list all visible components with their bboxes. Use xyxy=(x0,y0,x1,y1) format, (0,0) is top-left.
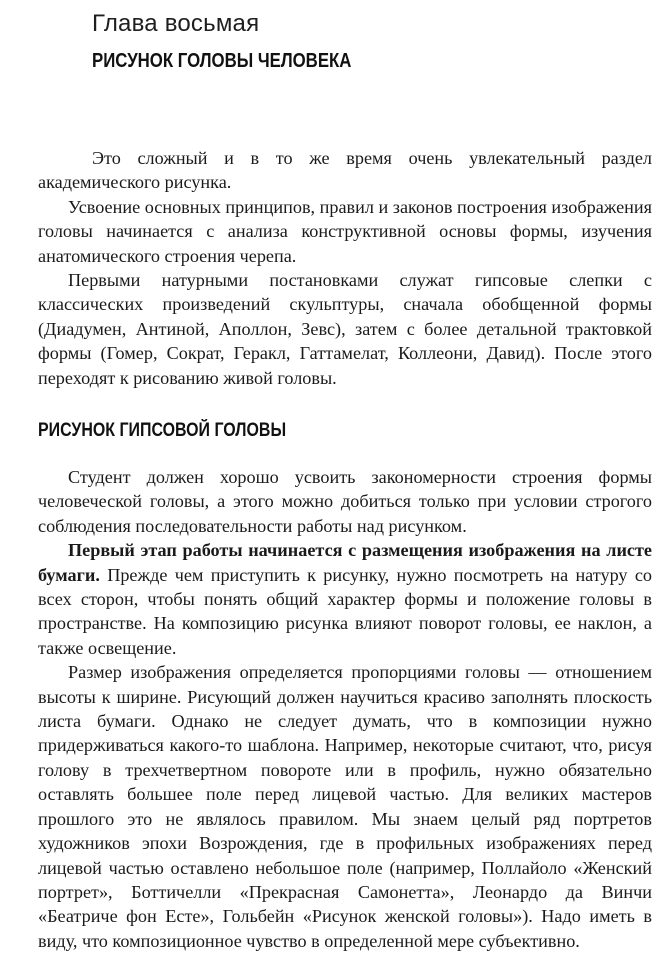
chapter-label: Глава восьмая xyxy=(92,10,260,37)
intro-paragraph-1: Это сложный и в то же время очень увлекательный раздел академического рисунка. xyxy=(38,148,652,193)
intro-paragraph-3: Первыми натурными постановками служат гипсовые слепки с классических произведений скульптуры, сначала обобщенной формы (Диадумен, Антиной, Аполлон, Зевс), затем с более детальной трактовкой формы (Гомер, Сократ, Геракл, Гаттамелат, Коллеони, Давид). После этого переходят к рисованию живой головы. xyxy=(38,270,652,388)
first-stage-body: Прежде чем приступить к рисунку, нужно посмотреть на натуру со всех сторон, чтобы понять общий характер формы и положение головы в пространстве. На композицию рисунка влияют поворот головы, ее наклон, а также освещение. xyxy=(38,564,652,658)
section-paragraph-3: Размер изображения определяется пропорциями головы — отношением высоты к ширине. Рисующий должен научиться красиво заполнять плоскость листа бумаги. Однако не следует думать, что в композиции нужно придерживаться какого-то шаблона. Например, некоторые считают, что, рисуя голову в трехчетвертном повороте или в профиль, нужно обязательно оставлять большее поле перед лицевой частью. Для великих мастеров прошлого это не являлось правилом. Мы знаем целый ряд портретов художников эпохи Возрождения, где в профильных изображениях перед лицевой частью оставлено небольшое поле (например, Поллайоло «Женский портрет», Боттичелли «Прекрасная Самонетта», Леонардо да Винчи «Беатриче фон Есте», Гольбейн «Рисунок женской головы»). Надо иметь в виду, что композиционное чувство в определенной мере субъективно. xyxy=(38,662,652,951)
section-title: РИСУНОК ГИПСОВОЙ ГОЛОВЫ xyxy=(38,420,287,441)
section-paragraph-2 xyxy=(38,538,652,660)
chapter-title: РИСУНОК ГОЛОВЫ ЧЕЛОВЕКА xyxy=(92,50,352,72)
section-text xyxy=(38,465,652,953)
intro-text xyxy=(38,146,652,390)
intro-paragraph-2: Усвоение основных принципов, правил и законов построения изображения головы начинается с анализа конструктивной основы формы, изучения анатомического строения черепа. xyxy=(38,196,652,266)
section-paragraph-1: Студент должен хорошо усвоить закономерности строения формы человеческой головы, а этого можно добиться только при условии строгого соблюдения последовательности работы над рисунком. xyxy=(38,467,652,536)
first-stage-lead: Первый этап работы начинается с размещения изображения на листе бумаги. xyxy=(38,540,652,585)
